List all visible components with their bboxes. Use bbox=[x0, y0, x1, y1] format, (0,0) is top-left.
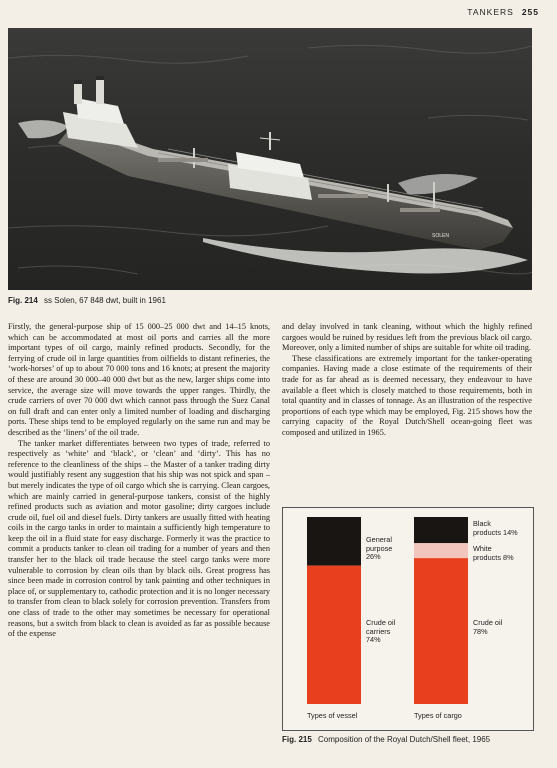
fig215-caption bbox=[282, 735, 490, 744]
fig214-text: ss Solen, 67 848 dwt, built in 1961 bbox=[44, 296, 166, 305]
tanker-photo bbox=[8, 28, 532, 290]
bar-segment-black-products bbox=[414, 517, 468, 543]
fig215-text: Composition of the Royal Dutch/Shell fleet, 1965 bbox=[318, 735, 491, 744]
page-number: 255 bbox=[521, 7, 539, 17]
segment-label-crude-oil: Crude oil 78% bbox=[473, 618, 503, 636]
fig214-caption bbox=[8, 296, 166, 305]
fig215-label: Fig. 215 bbox=[282, 735, 312, 744]
bar-segment-white-products bbox=[414, 543, 468, 558]
bar-segment-general-purpose bbox=[307, 517, 361, 566]
right-column bbox=[282, 322, 532, 439]
ship-image bbox=[8, 28, 532, 290]
category-label-cargo: Types of cargo bbox=[414, 711, 462, 720]
segment-label-black-products: Black products 14% bbox=[473, 519, 518, 537]
hull-name: SOLEN bbox=[432, 233, 449, 239]
paragraph: Firstly, the general-purpose ship of 15 000–25 000 dwt and 14–15 knots, which can be accommodated at most oil ports and carries all the more important types of oil cargo, mainly refined products. Secondly, for the ferrying of crude oil in large quantities from oilfields to distant refineries, the ‘work-horses’ of up to about 70 000 tons and 16 knots; at present the majority of these are around 30 000–40 000 dwt but as the new, larger ships come into service, the average size will move towards the upper ranges. Thirdly, the crude carriers of over 70 000 dwt which cannot pass through the Suez Canal on full draft and can enter only a limited number of loading and discharging ports. These ships tend to be employed regularly on the same run and may be described as the ‘liners’ of the oil trade. bbox=[8, 322, 270, 437]
bar-segment-crude-oil-carriers bbox=[307, 566, 361, 704]
fig214-label: Fig. 214 bbox=[8, 296, 38, 305]
segment-label-crude-oil-carriers: Crude oil carriers 74% bbox=[366, 618, 396, 645]
running-header bbox=[467, 7, 539, 17]
left-column bbox=[8, 322, 270, 640]
segment-label-white-products: White products 8% bbox=[473, 544, 514, 562]
section-title: TANKERS bbox=[467, 7, 514, 17]
paragraph: The tanker market differentiates between two types of trade, referred to respectively as ‘white’ and ‘black’, or ‘clean’ and ‘dirty’. This has no reference to the cleanliness of the ships – the Master of a tanker trading dirty would justifiably resent any suggestion that his ship was not spick and span – but merely indicates the type of oil cargo which she is carrying. Clean cargoes, which are mainly carried in general-purpose tankers, consist of the highly refined products such as aviation and motor gasoline; dirty cargoes include crude oil, fuel oil and diesel fuels. Dirty tankers are usually fitted with heating coils in the cargo tanks in order to maintain a sufficiently high temperature to keep the oil in a fluid state for easy discharge. Formerly it was the practice to commit a products tanker to clean oil trading for a number of years and then transfer her to the black oil trade because the steel cargo tanks were more vulnerable to corrosion by clean oils than by black oils. Great progress has since been made in corrosion control by tank painting and other techniques in place of, or supplementary to, cathodic protection and it is no longer necessary to transfer from clean to black solely for corrosion prevention. Transfers from one class of trade to the other may sometimes be necessary for operational reasons, but a switch from black to clean is avoided as far as possible because of the expense bbox=[8, 438, 270, 639]
paragraph: and delay involved in tank cleaning, without which the highly refined cargoes would be ruined by residues left from the previous black oil cargo. Moreover, only a limited number of ships are suitable for white oil trading. bbox=[282, 322, 532, 353]
fig215-chart bbox=[282, 507, 534, 731]
segment-label-general-purpose: General purpose 26% bbox=[366, 535, 393, 562]
bar-segment-crude-oil bbox=[414, 558, 468, 704]
category-label-vessel: Types of vessel bbox=[307, 711, 358, 720]
paragraph: These classifications are extremely important for the tanker-operating companies. Having made a close estimate of the requirements of their trade for as far ahead as is deemed necessary, they endeavour to have available a fleet which is closely matched to those requirements, both in total quantity and in classes of tonnage. As an illustration of the respective proportions of each type which may be employed, Fig. 215 shows how the carrying capacity of the Royal Dutch/Shell ocean-going fleet was composed and utilized in 1965. bbox=[282, 353, 532, 437]
